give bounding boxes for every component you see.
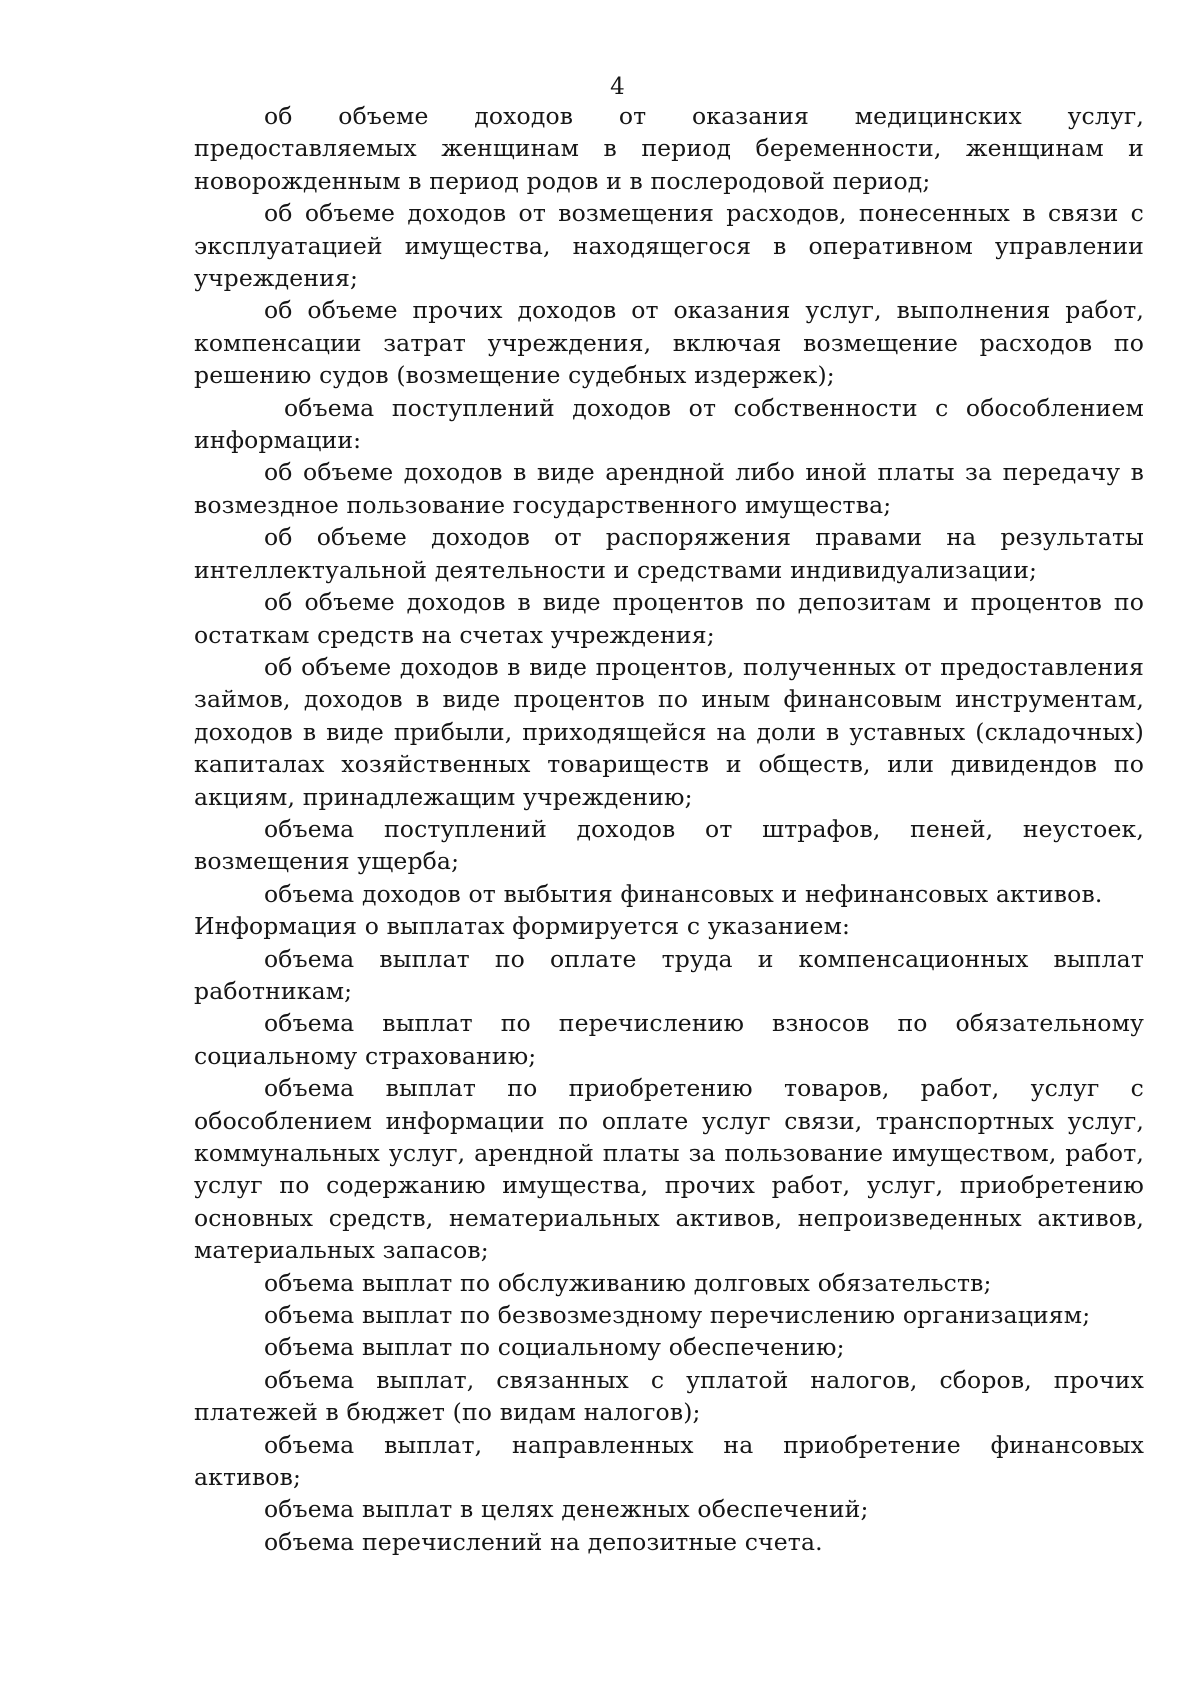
paragraph-procurement-payments: объема выплат по приобретению товаров, работ, услуг с обособлением информации по оплате услуг связи, транспортных услуг, коммунальных услуг, арендной платы за пользование имуществом, работ, услуг по содержанию имущества, прочих работ, услуг, приобретению основных средств, нематериальных активов, непроизведенных активов, материальных запасов; [194, 1074, 1144, 1265]
paragraph-monetary-security-payments: объема выплат в целях денежных обеспечений; [264, 1495, 869, 1524]
paragraph-asset-disposal-income: объема доходов от выбытия финансовых и нефинансовых активов. [264, 879, 1103, 908]
paragraph-rental-income: об объеме доходов в виде арендной либо иной платы за передачу в возмездное пользование государственного имущества; [194, 458, 1144, 519]
paragraph-intellectual-property-income: об объеме доходов от распоряжения правами на результаты интеллектуальной деятельности и средствами индивидуализации; [194, 523, 1144, 584]
paragraph-grants-payments: объема выплат по безвозмездному перечислению организациям; [264, 1301, 1091, 1330]
paragraph-deposit-interest-income: об объеме доходов в виде процентов по депозитам и процентов по остаткам средств на счетах учреждения; [194, 588, 1144, 649]
page-number: 4 [610, 74, 625, 100]
document-body [194, 100, 1144, 1558]
paragraph-expense-reimbursement-income: об объеме доходов от возмещения расходов, понесенных в связи с эксплуатацией имущества, находящегося в оперативном управлении учреждения; [194, 199, 1144, 293]
paragraph-financial-assets-payments: объема выплат, направленных на приобретение финансовых активов; [194, 1430, 1144, 1492]
paragraph-tax-payments: объема выплат, связанных с уплатой налогов, сборов, прочих платежей в бюджет (по видам налогов); [194, 1365, 1144, 1427]
paragraph-payments-intro: Информация о выплатах формируется с указанием: [194, 912, 851, 941]
paragraph-debt-service-payments: объема выплат по обслуживанию долговых обязательств; [264, 1268, 992, 1297]
paragraph-medical-services-income: об объеме доходов от оказания медицинских услуг, предоставляемых женщинам в период беременности, женщинам и новорожденным в период родов и в послеродовой период; [194, 102, 1144, 195]
paragraph-social-security-payments: объема выплат по социальному обеспечению; [264, 1333, 845, 1362]
paragraph-deposit-transfers: объема перечислений на депозитные счета. [264, 1527, 823, 1556]
paragraph-social-insurance-payments: объема выплат по перечислению взносов по обязательному социальному страхованию; [194, 1009, 1144, 1070]
paragraph-loan-interest-income: об объеме доходов в виде процентов, полученных от предоставления займов, доходов в виде процентов по иным финансовым инструментам, доходов в виде прибыли, приходящейся на доли в уставных (складочных) капиталах хозяйственных товариществ и обществ, или дивидендов по акциям, принадлежащим учреждению; [194, 652, 1144, 811]
paragraph-other-services-income: об объеме прочих доходов от оказания услуг, выполнения работ, компенсации затрат учреждения, включая возмещение расходов по решению судов (возмещение судебных издержек); [194, 296, 1144, 390]
paragraph-fines-income: объема поступлений доходов от штрафов, пеней, неустоек, возмещения ущерба; [194, 814, 1144, 876]
paragraph-property-income: объема поступлений доходов от собственности с обособлением информации: [194, 393, 1144, 455]
paragraph-payroll-payments: объема выплат по оплате труда и компенсационных выплат работникам; [194, 944, 1144, 1005]
